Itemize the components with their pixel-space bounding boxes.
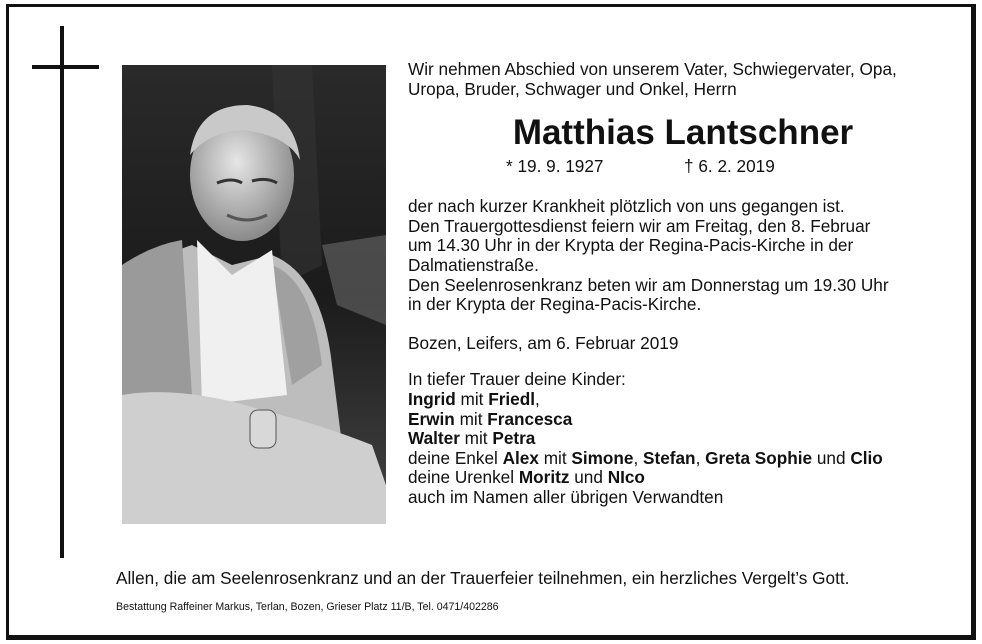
birth-date: * 19. 9. 1927 [506, 156, 604, 177]
deceased-name: Matthias Lantschner [512, 113, 854, 153]
body-line: in der Krypta der Regina-Pacis-Kirche. [408, 294, 702, 315]
cross-icon-bar [32, 65, 99, 69]
undertaker-line: Bestattung Raffeiner Markus, Terlan, Bozen, Grieser Platz 11/B, Tel. 0471/402286 [116, 601, 499, 613]
body-line: der nach kurzer Krankheit plötzlich von uns gegangen ist. [408, 196, 845, 217]
body-line: Den Seelenrosenkranz beten wir am Donnerstag um 19.30 Uhr [408, 274, 889, 295]
relatives-line: auch im Namen aller übrigen Verwandten [408, 486, 724, 507]
body-line: Dalmatienstraße. [408, 254, 539, 275]
child-line: Erwin mit Francesca [408, 408, 573, 429]
death-date: † 6. 2. 2019 [684, 156, 775, 177]
great-grandchildren-line: deine Urenkel Moritz und NIco [408, 467, 645, 488]
cross-icon [60, 26, 64, 558]
child-line: Ingrid mit Friedl, [408, 388, 540, 409]
mourners-intro: In tiefer Trauer deine Kinder: [408, 369, 626, 390]
thanks-line: Allen, die am Seelenrosenkranz und an der Trauerfeier teilnehmen, ein herzliches Vergelt’s Gott. [116, 568, 850, 588]
grandchildren-line: deine Enkel Alex mit Simone, Stefan, Greta Sophie und Clio [408, 447, 883, 468]
life-dates [408, 157, 958, 183]
place-date: Bozen, Leifers, am 6. Februar 2019 [408, 332, 679, 353]
body-line: Den Trauergottesdienst feiern wir am Freitag, den 8. Februar [408, 215, 871, 236]
body-line: um 14.30 Uhr in der Krypta der Regina-Pacis-Kirche in der [408, 235, 854, 256]
intro-line-2: Uropa, Bruder, Schwager und Onkel, Herrn [408, 78, 737, 99]
child-line: Walter mit Petra [408, 428, 536, 449]
intro-line-1: Wir nehmen Abschied von unserem Vater, Schwiegervater, Opa, [408, 59, 897, 79]
portrait-photo [122, 65, 386, 524]
obituary-text [408, 60, 958, 508]
